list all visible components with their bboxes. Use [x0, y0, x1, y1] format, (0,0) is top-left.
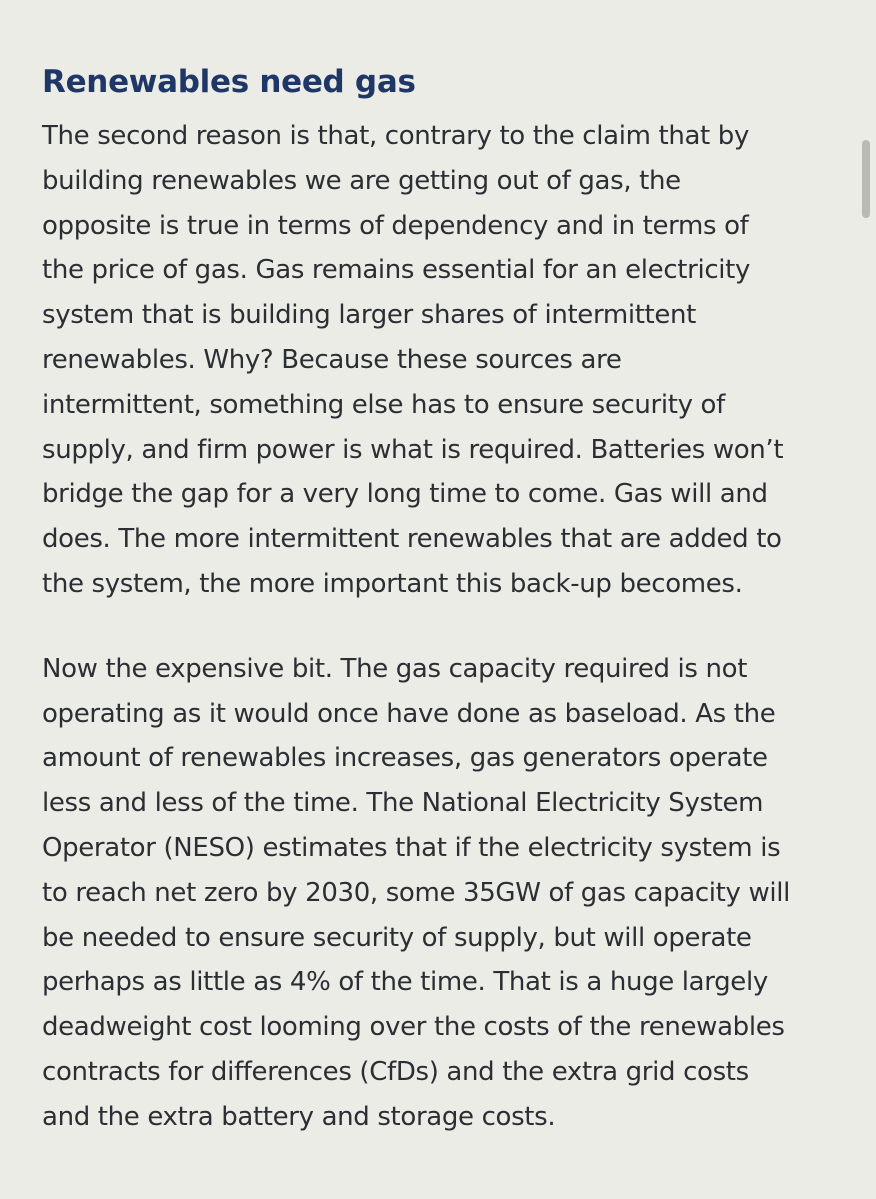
paragraph-line: and the extra battery and storage costs. [42, 1101, 556, 1132]
paragraph-line: building renewables we are getting out of gas, the [42, 165, 681, 196]
paragraph-line: does. The more intermittent renewables that are added to [42, 524, 782, 555]
paragraph-line: to reach net zero by 2030, some 35GW of gas capacity will [42, 877, 791, 908]
paragraph-line: bridge the gap for a very long time to come. Gas will and [42, 479, 768, 510]
paragraph-line: Now the expensive bit. The gas capacity required is not [42, 653, 748, 684]
paragraph-line: the price of gas. Gas remains essential for an electricity [42, 255, 751, 286]
paragraph-line: supply, and firm power is what is required. Batteries won’t [42, 434, 784, 465]
paragraph-line: perhaps as little as 4% of the time. That is a huge largely [42, 967, 768, 998]
paragraph [42, 647, 842, 1140]
paragraph-line: The second reason is that, contrary to the claim that by [42, 121, 749, 151]
paragraph-line: the system, the more important this back-up becomes. [42, 568, 743, 599]
paragraph-line: system that is building larger shares of intermittent [42, 300, 696, 331]
article [42, 58, 842, 1140]
scrollbar-thumb[interactable] [862, 140, 870, 218]
paragraph-line: renewables. Why? Because these sources are [42, 344, 622, 375]
paragraph-line: amount of renewables increases, gas generators operate [42, 743, 768, 774]
paragraph-line: less and less of the time. The National Electricity System [42, 788, 764, 819]
paragraph [42, 114, 842, 607]
paragraph-line: operating as it would once have done as baseload. As the [42, 698, 776, 729]
paragraph-line: Operator (NESO) estimates that if the electricity system is [42, 832, 781, 863]
paragraph-line: opposite is true in terms of dependency and in terms of [42, 210, 749, 241]
paragraph-line: contracts for differences (CfDs) and the extra grid costs [42, 1056, 749, 1087]
section-heading: Renewables need gas [42, 64, 416, 100]
paragraph-line: deadweight cost looming over the costs of the renewables [42, 1012, 785, 1043]
paragraph-line: intermittent, something else has to ensure security of [42, 389, 725, 420]
paragraph-line: be needed to ensure security of supply, but will operate [42, 922, 752, 953]
